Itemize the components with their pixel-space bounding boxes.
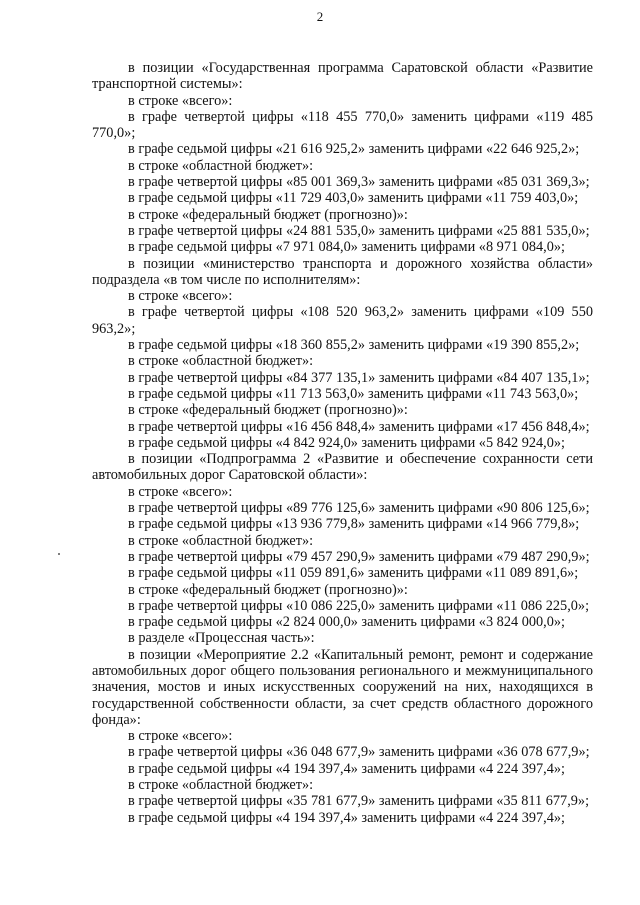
- paragraph: в позиции «Государственная программа Саратовской области «Развитие транспортной системы»:: [92, 60, 593, 93]
- paragraph: в строке «всего»:: [128, 483, 233, 500]
- paragraph: в графе седьмой цифры «2 824 000,0» заменить цифрами «3 824 000,0»;: [128, 614, 565, 631]
- page-number: 2: [316, 9, 324, 24]
- paragraph: в строке «всего»:: [128, 288, 233, 305]
- document-body: [92, 60, 593, 826]
- paragraph: в графе четвертой цифры «35 781 677,9» заменить цифрами «35 811 677,9»;: [128, 793, 590, 810]
- paragraph: в графе четвертой цифры «108 520 963,2» заменить цифрами «109 550 963,2»;: [92, 304, 593, 337]
- paragraph: в строке «областной бюджет»:: [128, 777, 314, 794]
- paragraph: в строке «федеральный бюджет (прогнозно)»:: [128, 581, 408, 598]
- paragraph: в графе седьмой цифры «11 729 403,0» заменить цифрами «11 759 403,0»;: [128, 190, 579, 207]
- paragraph: в строке «всего»:: [128, 728, 233, 745]
- paragraph: в разделе «Процессная часть»:: [128, 630, 315, 647]
- paragraph: в графе четвертой цифры «24 881 535,0» заменить цифрами «25 881 535,0»;: [128, 222, 590, 239]
- paragraph: в позиции «Мероприятие 2.2 «Капитальный ремонт, ремонт и содержание автомобильных дорог общего пользования регионального и межмуниципального значения, мостов и иных искусственных сооружений на них, находящихся в государственной собственности области, за счет средств областного дорожного фонда»:: [92, 646, 593, 728]
- paragraph: в графе седьмой цифры «13 936 779,8» заменить цифрами «14 966 779,8»;: [128, 516, 580, 533]
- paragraph: в графе четвертой цифры «89 776 125,6» заменить цифрами «90 806 125,6»;: [128, 500, 590, 517]
- paragraph: в строке «областной бюджет»:: [128, 353, 314, 370]
- paragraph: в графе седьмой цифры «11 059 891,6» заменить цифрами «11 089 891,6»;: [128, 565, 579, 582]
- paragraph: в графе седьмой цифры «4 194 397,4» заменить цифрами «4 224 397,4»;: [128, 760, 565, 777]
- paragraph: в графе четвертой цифры «79 457 290,9» заменить цифрами «79 487 290,9»;: [128, 548, 590, 565]
- scan-speck: [58, 553, 60, 555]
- paragraph: в графе четвертой цифры «10 086 225,0» заменить цифрами «11 086 225,0»;: [128, 597, 590, 614]
- paragraph: в строке «областной бюджет»:: [128, 532, 314, 549]
- paragraph: в графе седьмой цифры «18 360 855,2» заменить цифрами «19 390 855,2»;: [128, 337, 580, 354]
- paragraph: в графе седьмой цифры «4 842 924,0» заменить цифрами «5 842 924,0»;: [128, 434, 565, 451]
- paragraph: в графе четвертой цифры «36 048 677,9» заменить цифрами «36 078 677,9»;: [128, 744, 590, 761]
- paragraph: в строке «федеральный бюджет (прогнозно)»:: [128, 402, 408, 419]
- paragraph: в позиции «Подпрограмма 2 «Развитие и обеспечение сохранности сети автомобильных дорог Саратовской области»:: [92, 451, 593, 484]
- paragraph: в графе седьмой цифры «4 194 397,4» заменить цифрами «4 224 397,4»;: [128, 809, 565, 826]
- paragraph: в строке «федеральный бюджет (прогнозно)»:: [128, 206, 408, 223]
- paragraph: в графе седьмой цифры «11 713 563,0» заменить цифрами «11 743 563,0»;: [128, 385, 579, 402]
- paragraph: в графе четвертой цифры «84 377 135,1» заменить цифрами «84 407 135,1»;: [128, 369, 590, 386]
- paragraph: в графе четвертой цифры «85 001 369,3» заменить цифрами «85 031 369,3»;: [128, 174, 590, 191]
- paragraph: в строке «всего»:: [128, 92, 233, 109]
- paragraph: в графе четвертой цифры «16 456 848,4» заменить цифрами «17 456 848,4»;: [128, 418, 590, 435]
- paragraph: в графе седьмой цифры «21 616 925,2» заменить цифрами «22 646 925,2»;: [128, 141, 580, 158]
- paragraph: в графе седьмой цифры «7 971 084,0» заменить цифрами «8 971 084,0»;: [128, 239, 565, 256]
- paragraph: в графе четвертой цифры «118 455 770,0» заменить цифрами «119 485 770,0»;: [92, 108, 593, 142]
- paragraph: в позиции «министерство транспорта и дорожного хозяйства области» подраздела «в том числе по исполнителям»:: [92, 255, 593, 288]
- paragraph: в строке «областной бюджет»:: [128, 157, 314, 174]
